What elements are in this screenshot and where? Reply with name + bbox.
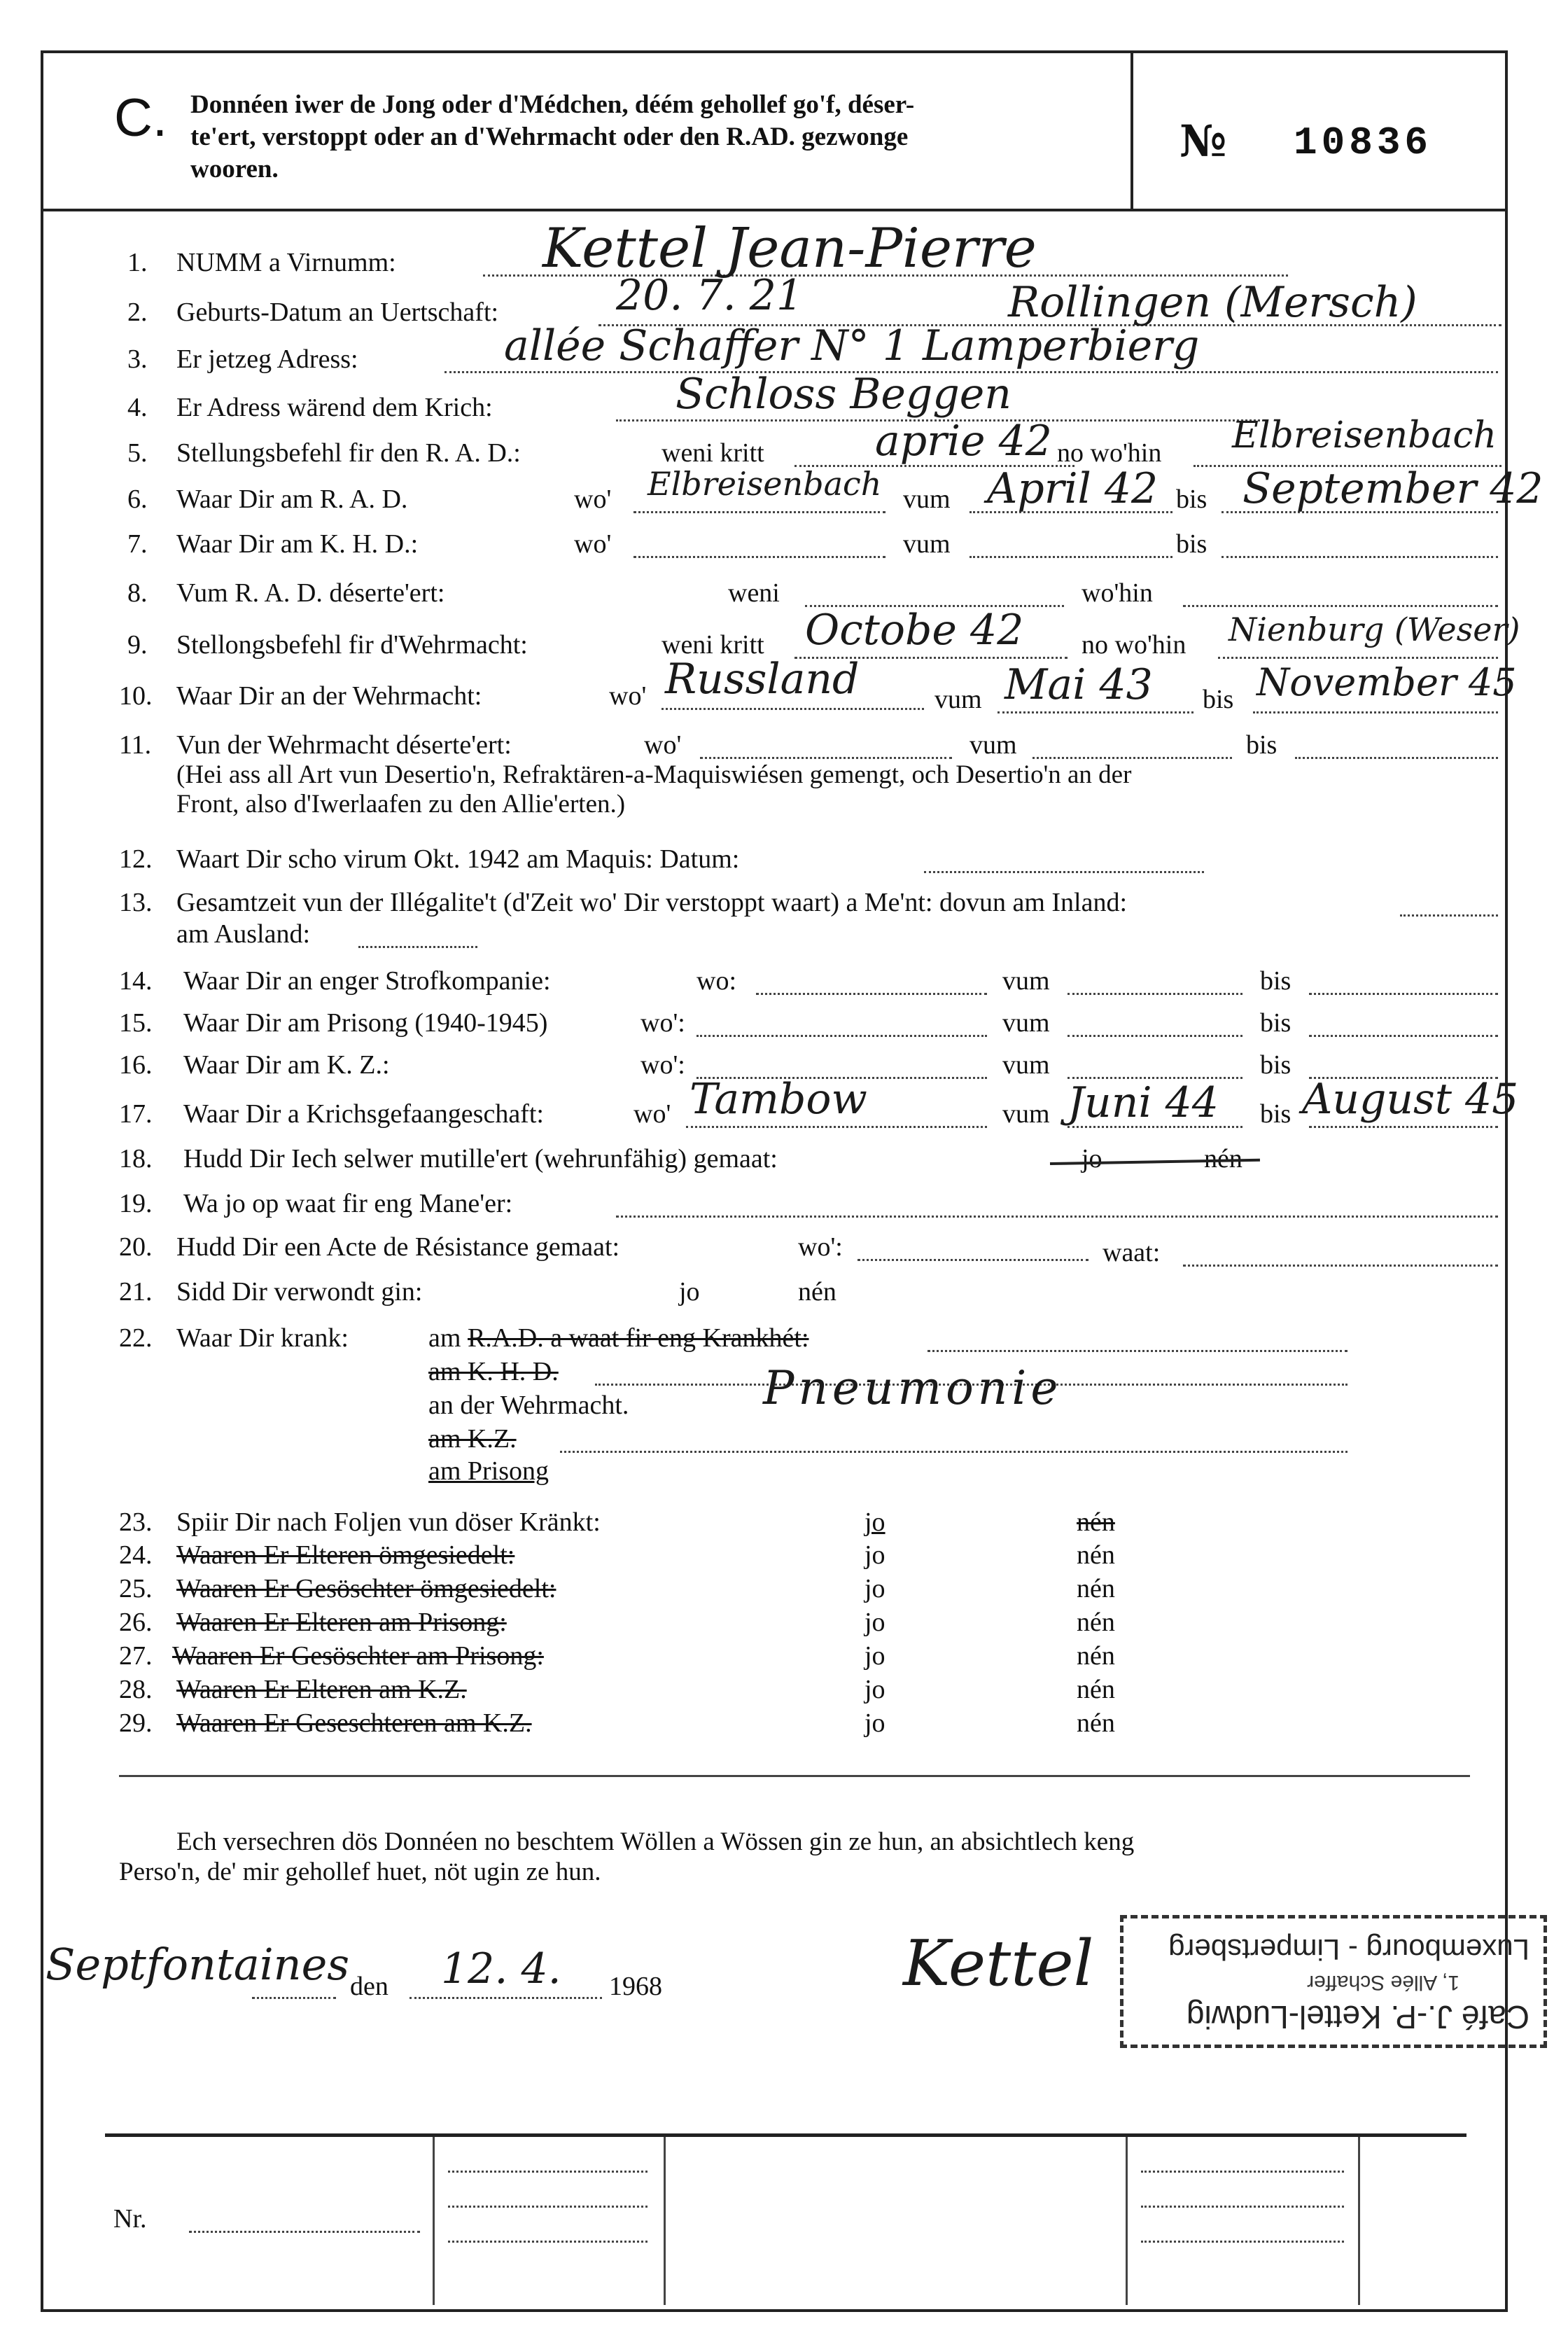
row-8-number: 8. <box>127 578 148 608</box>
row-14-wo-label: wo: <box>696 966 736 996</box>
stamp-line2: 1, Allée Schaffer <box>1307 1971 1460 1994</box>
row-18-number: 18. <box>119 1144 153 1174</box>
row-7-wo-label: wo' <box>574 529 612 559</box>
row-15-label: Waar Dir am Prisong (1940-1945) <box>183 1008 548 1038</box>
row-10-vum-value[interactable]: Mai 43 <box>1004 660 1153 709</box>
row-5-number: 5. <box>127 438 148 468</box>
row-13-label: Gesamtzeit vun der Illégalite't (d'Zeit wo' Dir verstoppt waart) a Me'nt: dovun am Inland: <box>176 888 1128 917</box>
row-16-label: Waar Dir am K. Z.: <box>183 1050 390 1080</box>
signature-year: 1968 <box>609 1972 662 2001</box>
row-22-prisong: am Prisong <box>428 1456 550 1486</box>
row-26-number: 26. <box>119 1608 153 1637</box>
declaration-line2: Perso'n, de' mir gehollef huet, nöt ugin ze hun. <box>119 1858 601 1886</box>
row-22-am: am <box>428 1323 461 1353</box>
row-7-wo-line <box>634 556 886 558</box>
row-6-vum-value[interactable]: April 42 <box>987 464 1158 513</box>
row-20-label: Hudd Dir een Acte de Résistance gemaat: <box>176 1232 620 1262</box>
signature-place[interactable]: Septfontaines <box>46 1939 350 1990</box>
row-6-bis-value[interactable]: September 42 <box>1242 464 1544 513</box>
row-23-label: Spiir Dir nach Foljen vun döser Kränkt: <box>176 1507 601 1537</box>
row-24-nen[interactable]: nén <box>1077 1540 1115 1570</box>
row-9-weni-label: weni kritt <box>662 630 764 660</box>
number-label: № <box>1180 116 1227 167</box>
row-25-nen[interactable]: nén <box>1077 1574 1115 1603</box>
row-29-jo[interactable]: jo <box>864 1708 886 1738</box>
row-11-number: 11. <box>119 730 152 760</box>
row-8-wohin-line <box>1183 605 1498 607</box>
row-10-vum-line <box>997 711 1194 713</box>
row-22-wehrmacht: an der Wehrmacht. <box>428 1391 629 1420</box>
row-5-wohin-label: no wo'hin <box>1057 438 1162 468</box>
row-18-jo[interactable]: jo <box>1082 1144 1102 1174</box>
row-19-number: 19. <box>119 1189 153 1218</box>
row-19-field-line <box>616 1216 1498 1218</box>
row-10-vum-label: vum <box>934 685 982 714</box>
row-17-bis-value[interactable]: August 45 <box>1302 1075 1519 1124</box>
row-2-date[interactable]: 20. 7. 21 <box>616 271 804 320</box>
row-18-label: Hudd Dir Iech selwer mutille'ert (wehrunfähig) gemaat: <box>183 1144 778 1174</box>
row-2-place[interactable]: Rollingen (Mersch) <box>1008 278 1418 327</box>
row-17-bis-label: bis <box>1260 1099 1292 1129</box>
footer-col-divider-3 <box>1126 2137 1128 2305</box>
row-28-label: Waaren Er Elteren am K.Z. <box>176 1675 467 1704</box>
row-10-wo-label: wo' <box>609 681 647 711</box>
row-13-label-ausland: am Ausland: <box>176 919 311 949</box>
footer-dots-1 <box>448 2171 648 2173</box>
row-9-label: Stellongsbefehl fir d'Wehrmacht: <box>176 630 528 660</box>
row-17-wo-label: wo' <box>634 1099 671 1129</box>
row-7-vum-line <box>969 556 1172 558</box>
row-9-number: 9. <box>127 630 148 660</box>
row-7-label: Waar Dir am K. H. D.: <box>176 529 419 559</box>
row-3-value[interactable]: allée Schaffer N° 1 Lamperbierg <box>504 321 1200 370</box>
row-4-number: 4. <box>127 393 148 422</box>
row-12-label: Waart Dir scho virum Okt. 1942 am Maquis: Datum: <box>176 844 740 874</box>
footer-dots-6 <box>1141 2241 1344 2243</box>
row-11-wo-label: wo' <box>644 730 682 760</box>
row-27-jo[interactable]: jo <box>864 1641 886 1671</box>
header-title-line1: Donnéen iwer de Jong oder d'Médchen, déém gehollef go'f, déser- <box>190 90 915 119</box>
row-10-wo-line <box>662 708 924 710</box>
footer-dots-4 <box>1141 2171 1344 2173</box>
row-6-vum-label: vum <box>903 485 951 514</box>
row-1-label: NUMM a Virnumm: <box>176 248 396 277</box>
row-23-number: 23. <box>119 1507 153 1537</box>
row-22-wehrmacht-value[interactable]: Pneumonie <box>763 1361 1063 1415</box>
row-9-weni-value[interactable]: Octobe 42 <box>805 606 1024 655</box>
footer-dots-5 <box>1141 2206 1344 2208</box>
row-5-weni-value[interactable]: aprie 42 <box>875 417 1052 466</box>
row-15-bis-label: bis <box>1260 1008 1292 1038</box>
row-25-number: 25. <box>119 1574 153 1603</box>
signature-date-line <box>410 1997 602 1999</box>
row-9-wohin-line <box>1218 657 1498 659</box>
signature-den: den <box>350 1972 388 2001</box>
row-28-number: 28. <box>119 1675 153 1704</box>
number-value: 10836 <box>1294 120 1433 165</box>
row-10-wo-value[interactable]: Russland <box>665 655 860 704</box>
row-5-weni-label: weni kritt <box>662 438 764 468</box>
row-1-value[interactable]: Kettel Jean-Pierre <box>542 217 1037 280</box>
row-14-label: Waar Dir an enger Strofkompanie: <box>183 966 551 996</box>
row-29-nen[interactable]: nén <box>1077 1708 1115 1738</box>
row-6-wo-label: wo' <box>574 485 612 514</box>
header-divider-vertical <box>1130 53 1133 209</box>
row-7-vum-label: vum <box>903 529 951 559</box>
row-21-jo[interactable]: jo <box>679 1277 700 1307</box>
footer-nr-label: Nr. <box>113 2204 147 2234</box>
row-1-number: 1. <box>127 248 148 277</box>
footer-dots-2 <box>448 2206 648 2208</box>
row-7-bis-label: bis <box>1176 529 1208 559</box>
row-6-label: Waar Dir am R. A. D. <box>176 485 408 514</box>
row-17-vum-label: vum <box>1002 1099 1050 1129</box>
row-15-vum-label: vum <box>1002 1008 1050 1038</box>
row-15-bis-line <box>1309 1035 1498 1037</box>
row-22-rad-line <box>927 1350 1348 1352</box>
row-6-number: 6. <box>127 485 148 514</box>
row-22-khd: am K. H. D. <box>428 1357 559 1386</box>
row-26-label: Waaren Er Elteren am Prisong: <box>176 1608 507 1637</box>
row-21-nen[interactable]: nén <box>798 1277 836 1307</box>
row-6-bis-label: bis <box>1176 485 1208 514</box>
row-21-number: 21. <box>119 1277 153 1307</box>
row-24-label: Waaren Er Elteren ömgesiedelt: <box>176 1540 515 1570</box>
row-12-field-line <box>924 871 1204 873</box>
row-23-nen[interactable]: nén <box>1077 1507 1115 1537</box>
row-22-kz: am K.Z. <box>428 1424 517 1454</box>
row-7-number: 7. <box>127 529 148 559</box>
signature-date[interactable]: 12. 4. <box>441 1944 561 1993</box>
footer-col-divider-1 <box>433 2137 435 2305</box>
row-27-nen[interactable]: nén <box>1077 1641 1115 1671</box>
row-17-bis-line <box>1309 1126 1498 1128</box>
row-11-vum-label: vum <box>969 730 1017 760</box>
row-28-jo[interactable]: jo <box>864 1675 886 1704</box>
row-19-label: Wa jo op waat fir eng Mane'er: <box>183 1189 513 1218</box>
row-14-bis-label: bis <box>1260 966 1292 996</box>
footer-top-rule <box>105 2133 1466 2137</box>
row-20-wo-line <box>858 1259 1088 1261</box>
row-4-label: Er Adress wärend dem Krich: <box>176 393 493 422</box>
row-4-value[interactable]: Schloss Beggen <box>676 370 1011 419</box>
row-8-label: Vum R. A. D. déserte'ert: <box>176 578 445 608</box>
signature-handwritten[interactable]: Kettel <box>903 1927 1094 2000</box>
row-16-wo-label: wo': <box>640 1050 685 1080</box>
row-21-label: Sidd Dir verwondt gin: <box>176 1277 423 1307</box>
row-3-label: Er jetzeg Adress: <box>176 344 358 374</box>
row-10-bis-line <box>1253 711 1498 713</box>
row-17-label: Waar Dir a Krichsgefaangeschaft: <box>183 1099 544 1129</box>
row-20-waat-line <box>1183 1265 1498 1267</box>
row-11-vum-line <box>1032 757 1232 759</box>
row-26-jo[interactable]: jo <box>864 1608 886 1637</box>
row-11-note-line1: (Hei ass all Art vun Desertio'n, Refraktären-a-Maquiswiésen gemengt, och Desertio'n an der <box>176 760 1132 789</box>
row-22-kz-line <box>560 1451 1348 1453</box>
row-6-wo-line <box>634 511 886 513</box>
row-10-label: Waar Dir an der Wehrmacht: <box>176 681 482 711</box>
row-11-bis-label: bis <box>1246 730 1278 760</box>
row-20-number: 20. <box>119 1232 153 1262</box>
row-3-number: 3. <box>127 344 148 374</box>
row-27-number: 27. <box>119 1641 153 1671</box>
row-2-label: Geburts-Datum an Uertschaft: <box>176 298 499 327</box>
row-15-number: 15. <box>119 1008 153 1038</box>
row-17-vum-value[interactable]: Juni 44 <box>1068 1078 1219 1127</box>
footer-dots-3 <box>448 2241 648 2243</box>
row-29-label: Waaren Er Geseschteren am K.Z. <box>176 1708 532 1738</box>
row-14-number: 14. <box>119 966 153 996</box>
row-22-rad: R.A.D. a waat fir eng Krankhét: <box>468 1323 809 1353</box>
row-27-label: Waaren Er Gesöschter am Prisong: <box>172 1641 544 1671</box>
row-15-wo-line <box>696 1035 987 1037</box>
row-2-number: 2. <box>127 298 148 327</box>
row-29-number: 29. <box>119 1708 153 1738</box>
row-11-label: Vun der Wehrmacht déserte'ert: <box>176 730 512 760</box>
row-13-number: 13. <box>119 888 153 917</box>
declaration-line1: Ech versechren dös Donnéen no beschtem Wöllen a Wössen gin ze hun, an absichtlech keng <box>176 1827 1135 1856</box>
section-letter: C. <box>114 88 167 148</box>
footer-col-divider-4 <box>1358 2137 1360 2305</box>
row-16-bis-label: bis <box>1260 1050 1292 1080</box>
row-10-bis-label: bis <box>1203 685 1234 714</box>
stamp <box>1120 1915 1547 2048</box>
row-9-wohin-label: no wo'hin <box>1082 630 1186 660</box>
row-15-wo-label: wo': <box>640 1008 685 1038</box>
row-5-label: Stellungsbefehl fir den R. A. D.: <box>176 438 521 468</box>
header-title-line3: wooren. <box>190 155 279 183</box>
row-14-vum-label: vum <box>1002 966 1050 996</box>
row-17-wo-line <box>686 1126 987 1128</box>
row-8-weni-label: weni <box>728 578 780 608</box>
row-23-jo[interactable]: jo <box>864 1507 886 1537</box>
row-11-wo-line <box>700 757 952 759</box>
row-25-label: Waaren Er Gesöschter ömgesiedelt: <box>176 1574 556 1603</box>
row-26-nen[interactable]: nén <box>1077 1608 1115 1637</box>
row-16-vum-label: vum <box>1002 1050 1050 1080</box>
row-5-wohin-value[interactable]: Elbreisenbach <box>1232 415 1497 457</box>
row-24-jo[interactable]: jo <box>864 1540 886 1570</box>
row-15-vum-line <box>1068 1035 1242 1037</box>
row-10-bis-value[interactable]: November 45 <box>1256 660 1517 704</box>
stamp-line3: Luxembourg - Limpertsberg <box>1168 1933 1530 1966</box>
row-20-waat-label: waat: <box>1102 1238 1161 1267</box>
footer-col-divider-2 <box>664 2137 666 2305</box>
row-25-jo[interactable]: jo <box>864 1574 886 1603</box>
row-16-number: 16. <box>119 1050 153 1080</box>
row-14-bis-line <box>1309 993 1498 995</box>
row-17-wo-value[interactable]: Tambow <box>690 1075 867 1124</box>
row-14-wo-line <box>756 993 987 995</box>
header-divider-horizontal <box>43 209 1505 211</box>
stamp-line1: Café J.-P. Kettel-Ludwig <box>1186 1999 1530 2035</box>
row-9-wohin-value[interactable]: Nienburg (Weser) <box>1228 611 1520 648</box>
row-10-number: 10. <box>119 681 153 711</box>
row-12-number: 12. <box>119 844 153 874</box>
row-24-number: 24. <box>119 1540 153 1570</box>
row-14-vum-line <box>1068 993 1242 995</box>
header-title-line2: te'ert, verstoppt oder an d'Wehrmacht oder den R.AD. gezwonge <box>190 123 909 151</box>
row-11-note-line2: Front, also d'Iwerlaafen zu den Allie'erten.) <box>176 790 626 819</box>
row-8-wohin-label: wo'hin <box>1082 578 1153 608</box>
row-7-bis-line <box>1222 556 1498 558</box>
row-22-label: Waar Dir krank: <box>176 1323 349 1353</box>
row-22-number: 22. <box>119 1323 153 1353</box>
row-20-wo-label: wo': <box>798 1232 843 1262</box>
row-28-nen[interactable]: nén <box>1077 1675 1115 1704</box>
row-11-bis-line <box>1295 757 1498 759</box>
section-divider <box>119 1775 1470 1777</box>
row-13-ausland-line <box>358 946 477 948</box>
signature-place-line <box>252 1997 336 1999</box>
row-18-nen[interactable]: nén <box>1204 1144 1242 1174</box>
row-17-number: 17. <box>119 1099 153 1129</box>
row-13-inland-line <box>1400 914 1498 917</box>
footer-nr-line <box>189 2231 420 2233</box>
row-6-wo-value[interactable]: Elbreisenbach <box>648 465 882 503</box>
